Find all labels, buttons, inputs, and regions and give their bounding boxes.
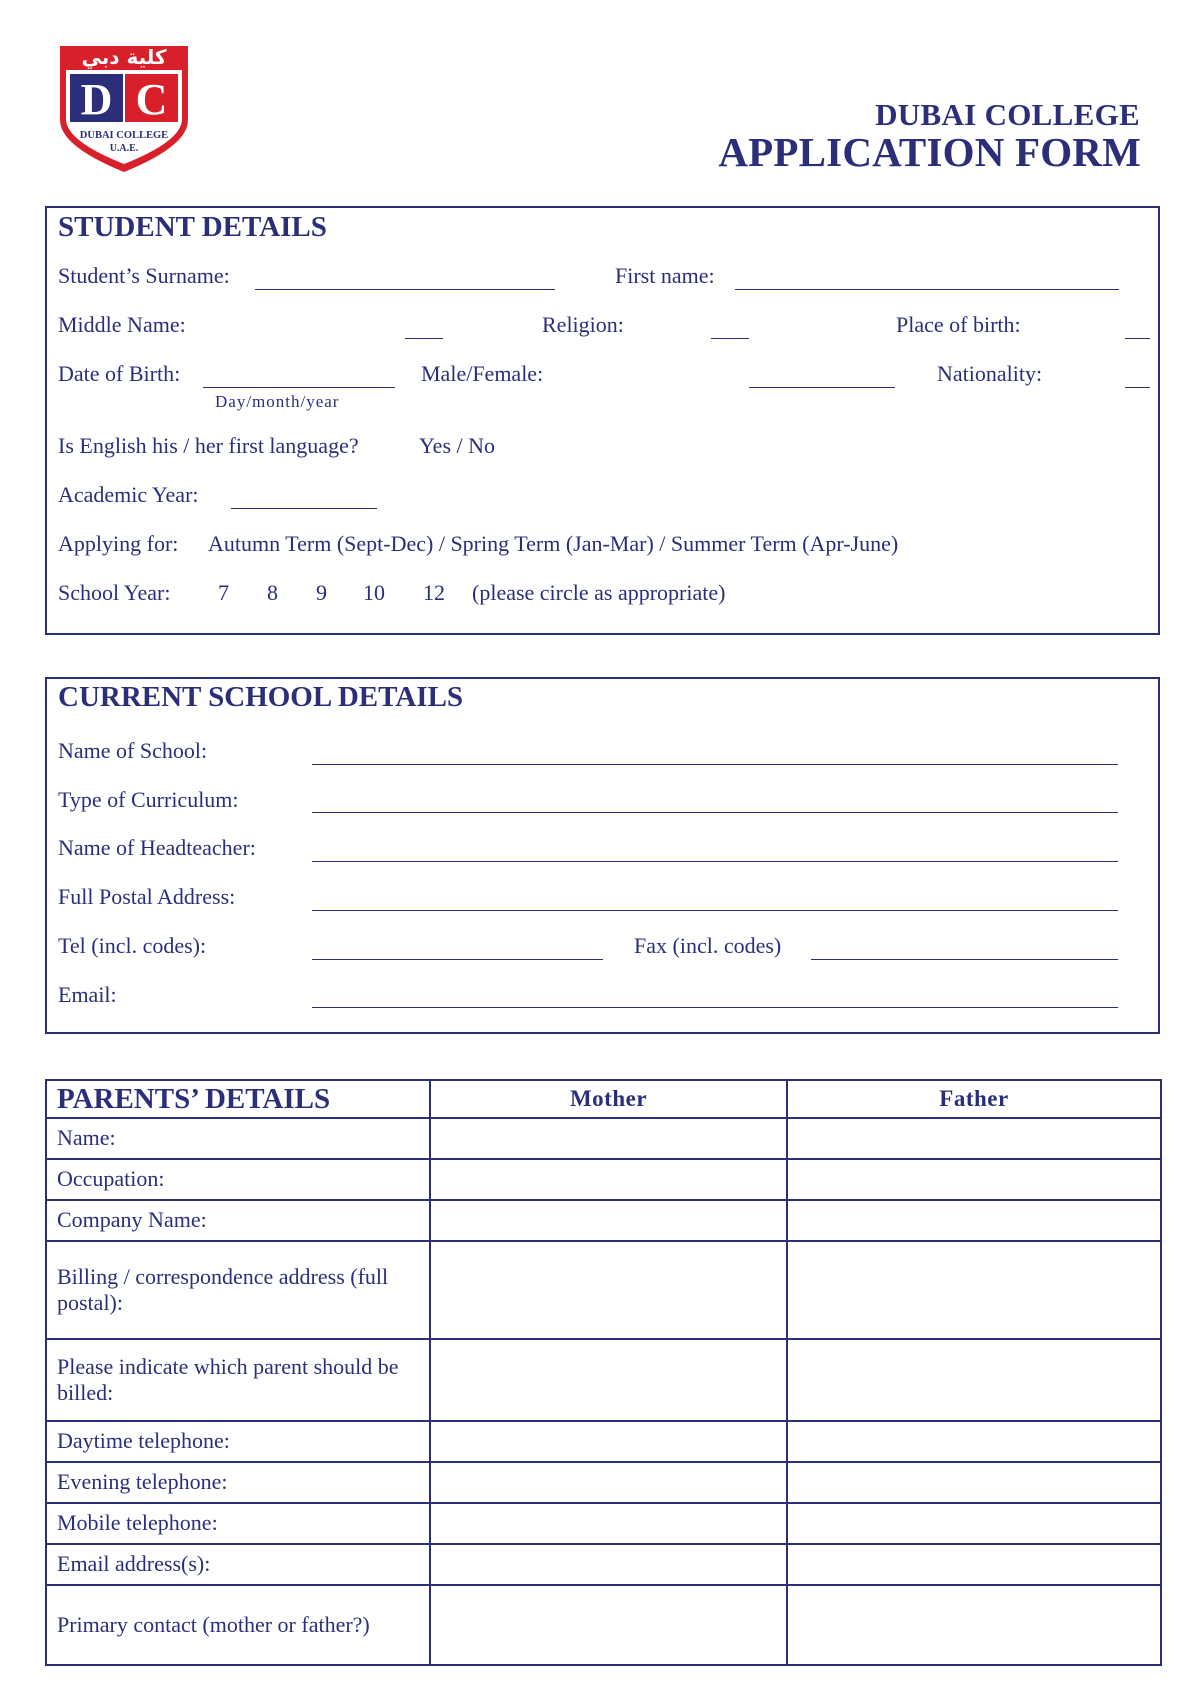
dob-label: Date of Birth:	[58, 361, 181, 386]
student-details-title: STUDENT DETAILS	[58, 211, 327, 243]
place-of-birth-field[interactable]	[1125, 338, 1150, 339]
table-row	[46, 1462, 1161, 1503]
email-field[interactable]	[312, 1007, 1118, 1008]
school-year-option[interactable]: 12	[423, 580, 445, 605]
mother-cell[interactable]	[430, 1544, 787, 1585]
mother-cell[interactable]	[430, 1462, 787, 1503]
father-cell[interactable]	[787, 1544, 1161, 1585]
school-year-option[interactable]: 8	[267, 580, 278, 605]
father-cell[interactable]	[787, 1200, 1161, 1241]
religion-field[interactable]	[711, 338, 749, 339]
father-cell[interactable]	[787, 1159, 1161, 1200]
row-label: Billing / correspondence address (full postal):	[46, 1241, 430, 1339]
logo-college-name: DUBAI COLLEGE	[79, 130, 169, 141]
fax-label: Fax (incl. codes)	[634, 933, 782, 958]
gender-field[interactable]	[749, 387, 895, 388]
table-header-row	[46, 1080, 1161, 1118]
school-year-option[interactable]: 9	[316, 580, 327, 605]
table-row	[46, 1241, 1161, 1339]
father-cell[interactable]	[787, 1421, 1161, 1462]
mother-cell[interactable]	[430, 1585, 787, 1665]
mother-cell[interactable]	[430, 1200, 787, 1241]
father-cell[interactable]	[787, 1462, 1161, 1503]
surname-field[interactable]	[255, 289, 555, 290]
parents-details-title: PARENTS’ DETAILS	[46, 1080, 430, 1118]
current-school-section	[45, 677, 1160, 1034]
father-cell[interactable]	[787, 1503, 1161, 1544]
row-label: Evening telephone:	[46, 1462, 430, 1503]
father-column-header: Father	[787, 1080, 1161, 1118]
nationality-label: Nationality:	[937, 361, 1043, 386]
logo-arabic-text: كلية دبي	[81, 45, 167, 69]
school-year-option[interactable]: 10	[363, 580, 385, 605]
father-cell[interactable]	[787, 1585, 1161, 1665]
dob-field[interactable]	[203, 387, 395, 388]
school-year-label: School Year:	[58, 580, 171, 605]
table-row	[46, 1585, 1161, 1665]
mother-cell[interactable]	[430, 1421, 787, 1462]
school-name-label: Name of School:	[58, 738, 208, 763]
religion-label: Religion:	[542, 312, 624, 337]
row-label: Daytime telephone:	[46, 1421, 430, 1462]
english-question: Is English his / her first language?	[58, 433, 359, 458]
academic-year-label: Academic Year:	[58, 482, 199, 507]
row-label: Please indicate which parent should be billed:	[46, 1339, 430, 1421]
student-details-section	[45, 206, 1160, 635]
logo-letter-d: D	[80, 75, 113, 124]
tel-label: Tel (incl. codes):	[58, 933, 207, 958]
row-label: Email address(s):	[46, 1544, 430, 1585]
mother-cell[interactable]	[430, 1339, 787, 1421]
mother-column-header: Mother	[430, 1080, 787, 1118]
table-row	[46, 1544, 1161, 1585]
gender-label: Male/Female:	[421, 361, 544, 386]
college-name: DUBAI COLLEGE	[875, 97, 1140, 132]
table-row	[46, 1421, 1161, 1462]
row-label: Company Name:	[46, 1200, 430, 1241]
row-label: Name:	[46, 1118, 430, 1159]
row-label: Primary contact (mother or father?)	[46, 1585, 430, 1665]
form-title: APPLICATION FORM	[718, 129, 1141, 175]
mother-cell[interactable]	[430, 1159, 787, 1200]
middle-name-field[interactable]	[405, 338, 443, 339]
father-cell[interactable]	[787, 1241, 1161, 1339]
surname-label: Student’s Surname:	[58, 263, 230, 288]
fax-field[interactable]	[811, 959, 1118, 960]
table-row	[46, 1503, 1161, 1544]
row-label: Mobile telephone:	[46, 1503, 430, 1544]
dob-hint: Day/month/year	[215, 392, 340, 411]
middle-name-label: Middle Name:	[58, 312, 186, 337]
term-options[interactable]: Autumn Term (Sept-Dec) / Spring Term (Jan-Mar) / Summer Term (Apr-June)	[208, 531, 899, 556]
logo-letter-c: C	[135, 75, 168, 124]
table-row	[46, 1118, 1161, 1159]
nationality-field[interactable]	[1125, 387, 1150, 388]
academic-year-field[interactable]	[231, 508, 377, 509]
postal-address-label: Full Postal Address:	[58, 884, 236, 909]
current-school-title: CURRENT SCHOOL DETAILS	[58, 681, 464, 713]
dubai-college-logo	[56, 42, 192, 176]
curriculum-field[interactable]	[312, 812, 1118, 813]
father-cell[interactable]	[787, 1339, 1161, 1421]
table-row	[46, 1159, 1161, 1200]
school-year-option[interactable]: 7	[218, 580, 229, 605]
logo-country: U.A.E.	[109, 143, 139, 154]
mother-cell[interactable]	[430, 1503, 787, 1544]
parents-details-table	[45, 1079, 1162, 1666]
school-name-field[interactable]	[312, 764, 1118, 765]
tel-field[interactable]	[312, 959, 603, 960]
curriculum-label: Type of Curriculum:	[58, 787, 239, 812]
place-of-birth-label: Place of birth:	[896, 312, 1021, 337]
row-label: Occupation:	[46, 1159, 430, 1200]
applying-for-label: Applying for:	[58, 531, 179, 556]
headteacher-label: Name of Headteacher:	[58, 835, 256, 860]
email-label: Email:	[58, 982, 117, 1007]
postal-address-field[interactable]	[312, 910, 1118, 911]
father-cell[interactable]	[787, 1118, 1161, 1159]
english-options[interactable]: Yes / No	[419, 433, 496, 458]
school-year-hint: (please circle as appropriate)	[472, 580, 726, 605]
table-row	[46, 1200, 1161, 1241]
table-row	[46, 1339, 1161, 1421]
first-name-label: First name:	[615, 263, 715, 288]
mother-cell[interactable]	[430, 1241, 787, 1339]
first-name-field[interactable]	[735, 289, 1119, 290]
mother-cell[interactable]	[430, 1118, 787, 1159]
headteacher-field[interactable]	[312, 861, 1118, 862]
